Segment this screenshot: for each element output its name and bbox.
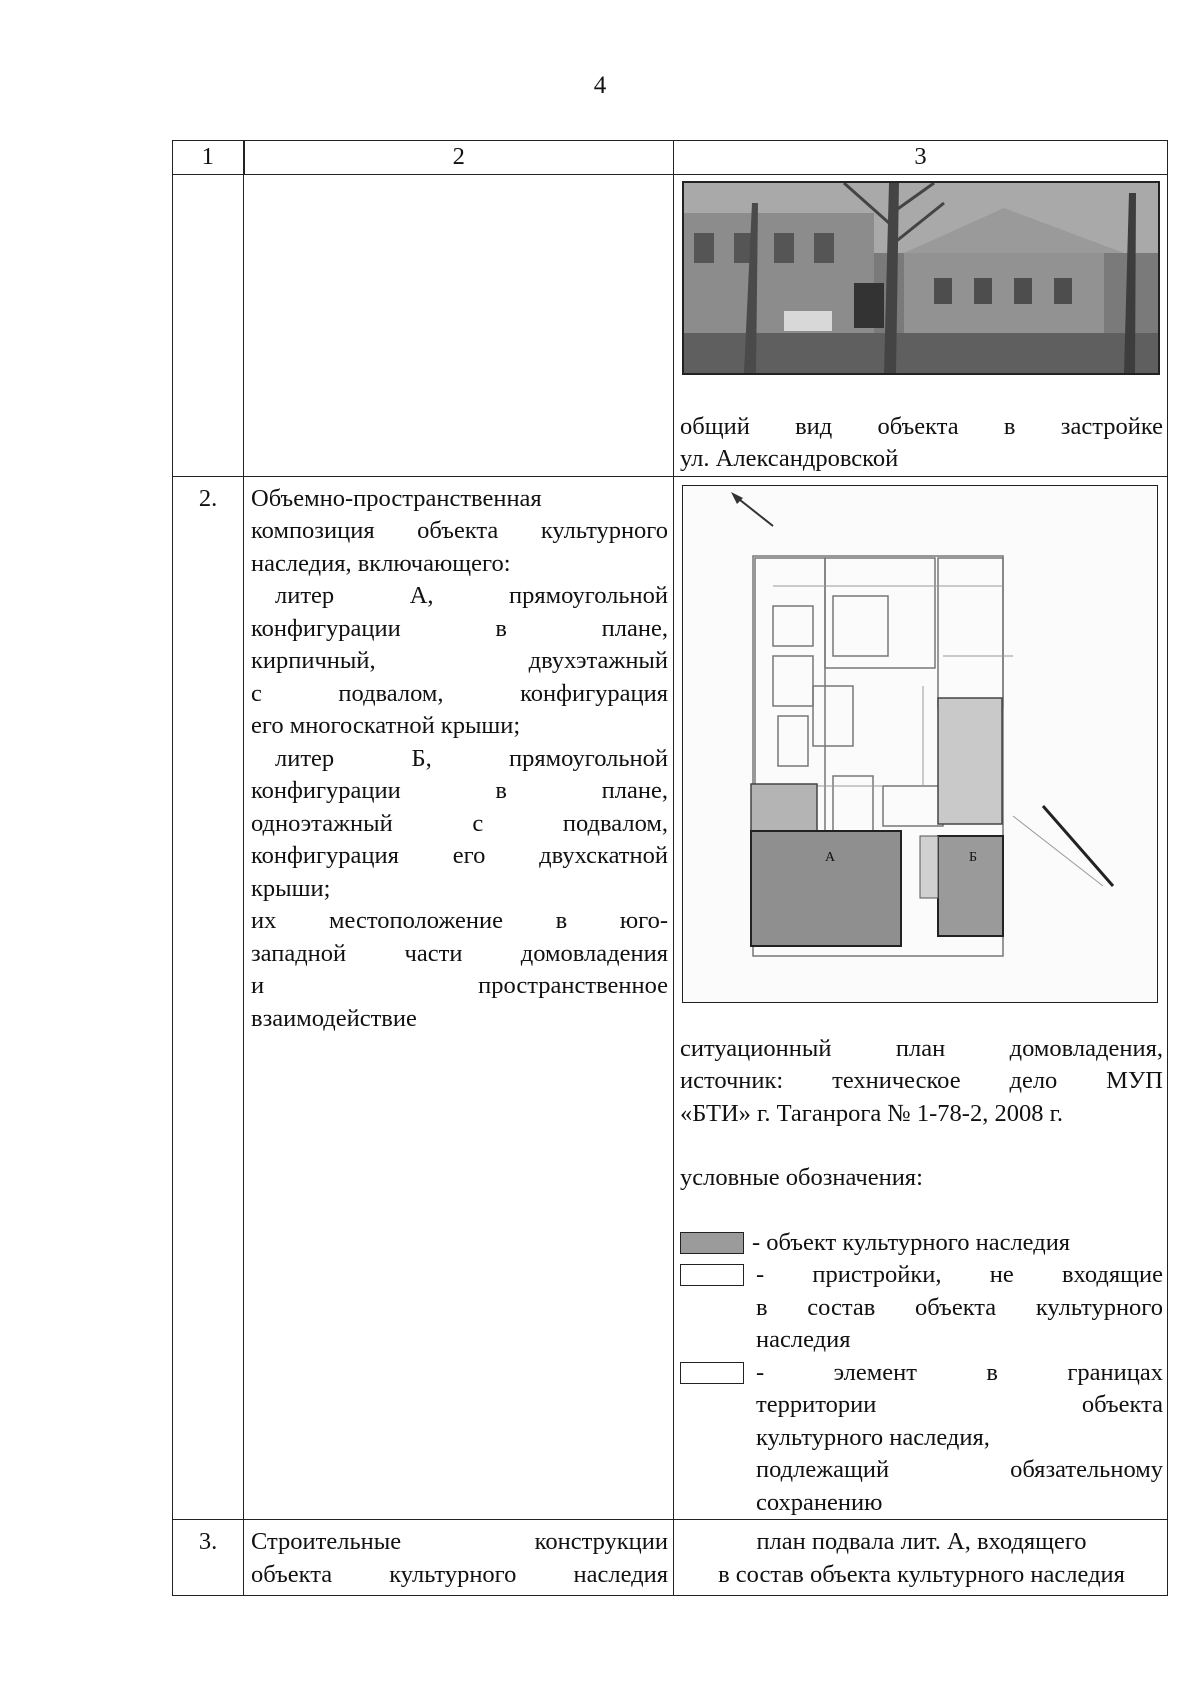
desc-line: конфигурации в плане, (251, 777, 668, 804)
desc-line: Объемно-пространственная (251, 484, 542, 512)
desc-line: одноэтажный с подвалом, (251, 809, 668, 837)
desc-line: взаимодействие (251, 1004, 417, 1032)
header-col-1: 1 (173, 141, 244, 175)
legend-swatch-heritage (680, 1232, 744, 1254)
photo-caption-line-2: ул. Александровской (680, 445, 899, 472)
desc-line: литер Б, прямоугольной (275, 744, 668, 772)
header-col-3: 3 (674, 141, 1168, 175)
row1-illustration-cell (674, 174, 1168, 476)
legend-text: - объект культурного наследия (752, 1228, 1071, 1256)
plan-caption-line: «БТИ» г. Таганрога № 1-78-2, 2008 г. (680, 1099, 1063, 1127)
plan-label-lit-b: Б (969, 849, 978, 865)
heritage-table (172, 140, 1168, 1596)
row3-description-cell (244, 1520, 674, 1596)
desc-line: конфигурация его двухскатной (251, 842, 668, 869)
table-header-row (173, 141, 1168, 175)
desc-line: западной части домовладения (251, 939, 668, 967)
row3-desc-line-1: Строительные конструкции (251, 1528, 668, 1555)
row2-description-cell (244, 476, 674, 1520)
legend-item-heritage (680, 1227, 1163, 1260)
desc-line: крыши; (251, 874, 331, 902)
row1-description-cell (244, 174, 674, 476)
desc-line: конфигурации в плане, (251, 614, 668, 642)
desc-line: литер А, прямоугольной (275, 582, 668, 609)
legend-text: - элемент в границах территории объекта культурного наследия, подлежащий обязательному сохранению (756, 1358, 1163, 1516)
row3-number: 3. (173, 1520, 244, 1596)
row3-illustration-cell (674, 1520, 1168, 1596)
legend-title: условные обозначения: (680, 1164, 923, 1191)
plan-caption-line: источник: техническое дело МУП (680, 1067, 1163, 1094)
legend-swatch-annexes (680, 1264, 744, 1286)
legend-item-annexes (680, 1259, 1163, 1357)
desc-line: его многоскатной крыши; (251, 712, 521, 739)
desc-line: наследия, включающего: (251, 549, 511, 577)
legend-item-preserved-element (680, 1357, 1163, 1520)
page-number: 4 (593, 72, 607, 99)
table-row (173, 174, 1168, 476)
plan-label-lit-a: А (825, 849, 836, 865)
row3-caption-line-1: план подвала лит. А, входящего (756, 1528, 1087, 1555)
desc-line: композиция объекта культурного (251, 517, 668, 544)
row3-desc-line-2: объекта культурного наследия (251, 1560, 668, 1588)
desc-line: с подвалом, конфигурация (251, 679, 668, 707)
desc-line: кирпичный, двухэтажный (251, 647, 668, 674)
legend-swatch-preserved (680, 1362, 744, 1384)
row3-caption-line-2: в состав объекта культурного наследия (718, 1560, 1125, 1588)
header-col-2: 2 (244, 141, 674, 175)
building-photo (682, 181, 1160, 375)
table-row (173, 1520, 1168, 1596)
row2-illustration-cell (674, 476, 1168, 1520)
row2-number: 2. (173, 476, 244, 1520)
desc-line: и пространственное (251, 972, 668, 999)
table-row (173, 476, 1168, 1520)
desc-line: их местоположение в юго- (251, 907, 668, 934)
photo-caption-line-1: общий вид объекта в застройке (680, 412, 1163, 440)
legend-text: - пристройки, не входящие в состав объекта культурного наследия (756, 1261, 1163, 1353)
plan-caption-line: ситуационный план домовладения, (680, 1034, 1163, 1062)
site-plan-drawing (682, 485, 1158, 1003)
row1-number-cell (173, 174, 244, 476)
